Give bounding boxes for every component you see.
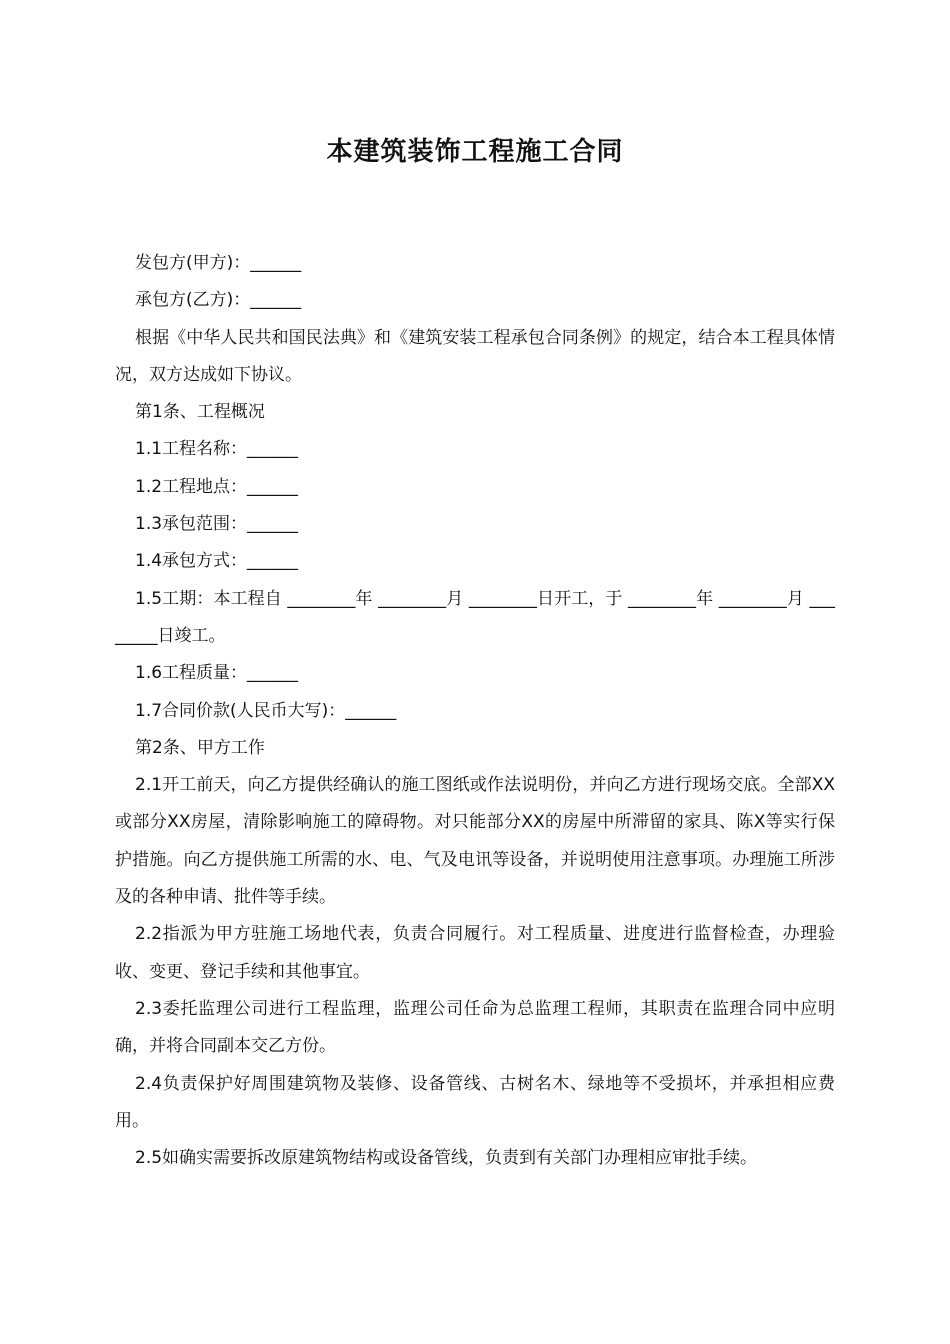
article-2-heading: 第2条、甲方工作: [135, 737, 265, 758]
clause-2-2: 2.2指派为甲方驻施工场地代表，负责合同履行。对工程质量、进度进行监督检查，办理验收、变更、登记手续和其他事宜。: [115, 924, 835, 982]
clause-1-6: 1.6工程质量：______: [135, 663, 299, 684]
document-body: [115, 245, 835, 1177]
clause-2-5: 2.5如确实需要拆改原建筑物结构或设备管线，负责到有关部门办理相应审批手续。: [135, 1148, 758, 1169]
clause-2-4: 2.4负责保护好周围建筑物及装修、设备管线、古树名木、绿地等不受损坏，并承担相应费用。: [115, 1073, 835, 1131]
clause-1-2: 1.2工程地点：______: [135, 476, 299, 497]
article-1-heading: 第1条、工程概况: [135, 402, 265, 423]
clause-1-5: 1.5工期：本工程自 ________年 ________月 ________日开工，于 ________年 ________月 ________日竣工。: [115, 588, 835, 646]
preamble-paragraph: 根据《中华人民共和国民法典》和《建筑安装工程承包合同条例》的规定，结合本工程具体情况，双方达成如下协议。: [115, 327, 835, 385]
party-a-line: 发包方(甲方)：______: [135, 253, 302, 273]
clause-1-1: 1.1工程名称：______: [135, 439, 299, 460]
clause-2-1: 2.1开工前天，向乙方提供经确认的施工图纸或作法说明份，并向乙方进行现场交底。全部XX或部分XX房屋，清除影响施工的障碍物。对只能部分XX的房屋中所滞留的家具、陈X等实行保护措施。向乙方提供施工所需的水、电、气及电讯等设备，并说明使用注意事项。办理施工所涉及的各种申请、批件等手续。: [115, 775, 835, 908]
clause-1-4: 1.4承包方式：______: [135, 551, 299, 572]
document-title: 本建筑装饰工程施工合同: [326, 137, 624, 167]
clause-1-7: 1.7合同价款(人民币大写)：______: [135, 700, 397, 721]
clause-1-3: 1.3承包范围：______: [135, 514, 299, 535]
party-b-line: 承包方(乙方)：______: [135, 290, 302, 311]
clause-2-3: 2.3委托监理公司进行工程监理，监理公司任命为总监理工程师，其职责在监理合同中应明确，并将合同副本交乙方份。: [115, 998, 835, 1057]
